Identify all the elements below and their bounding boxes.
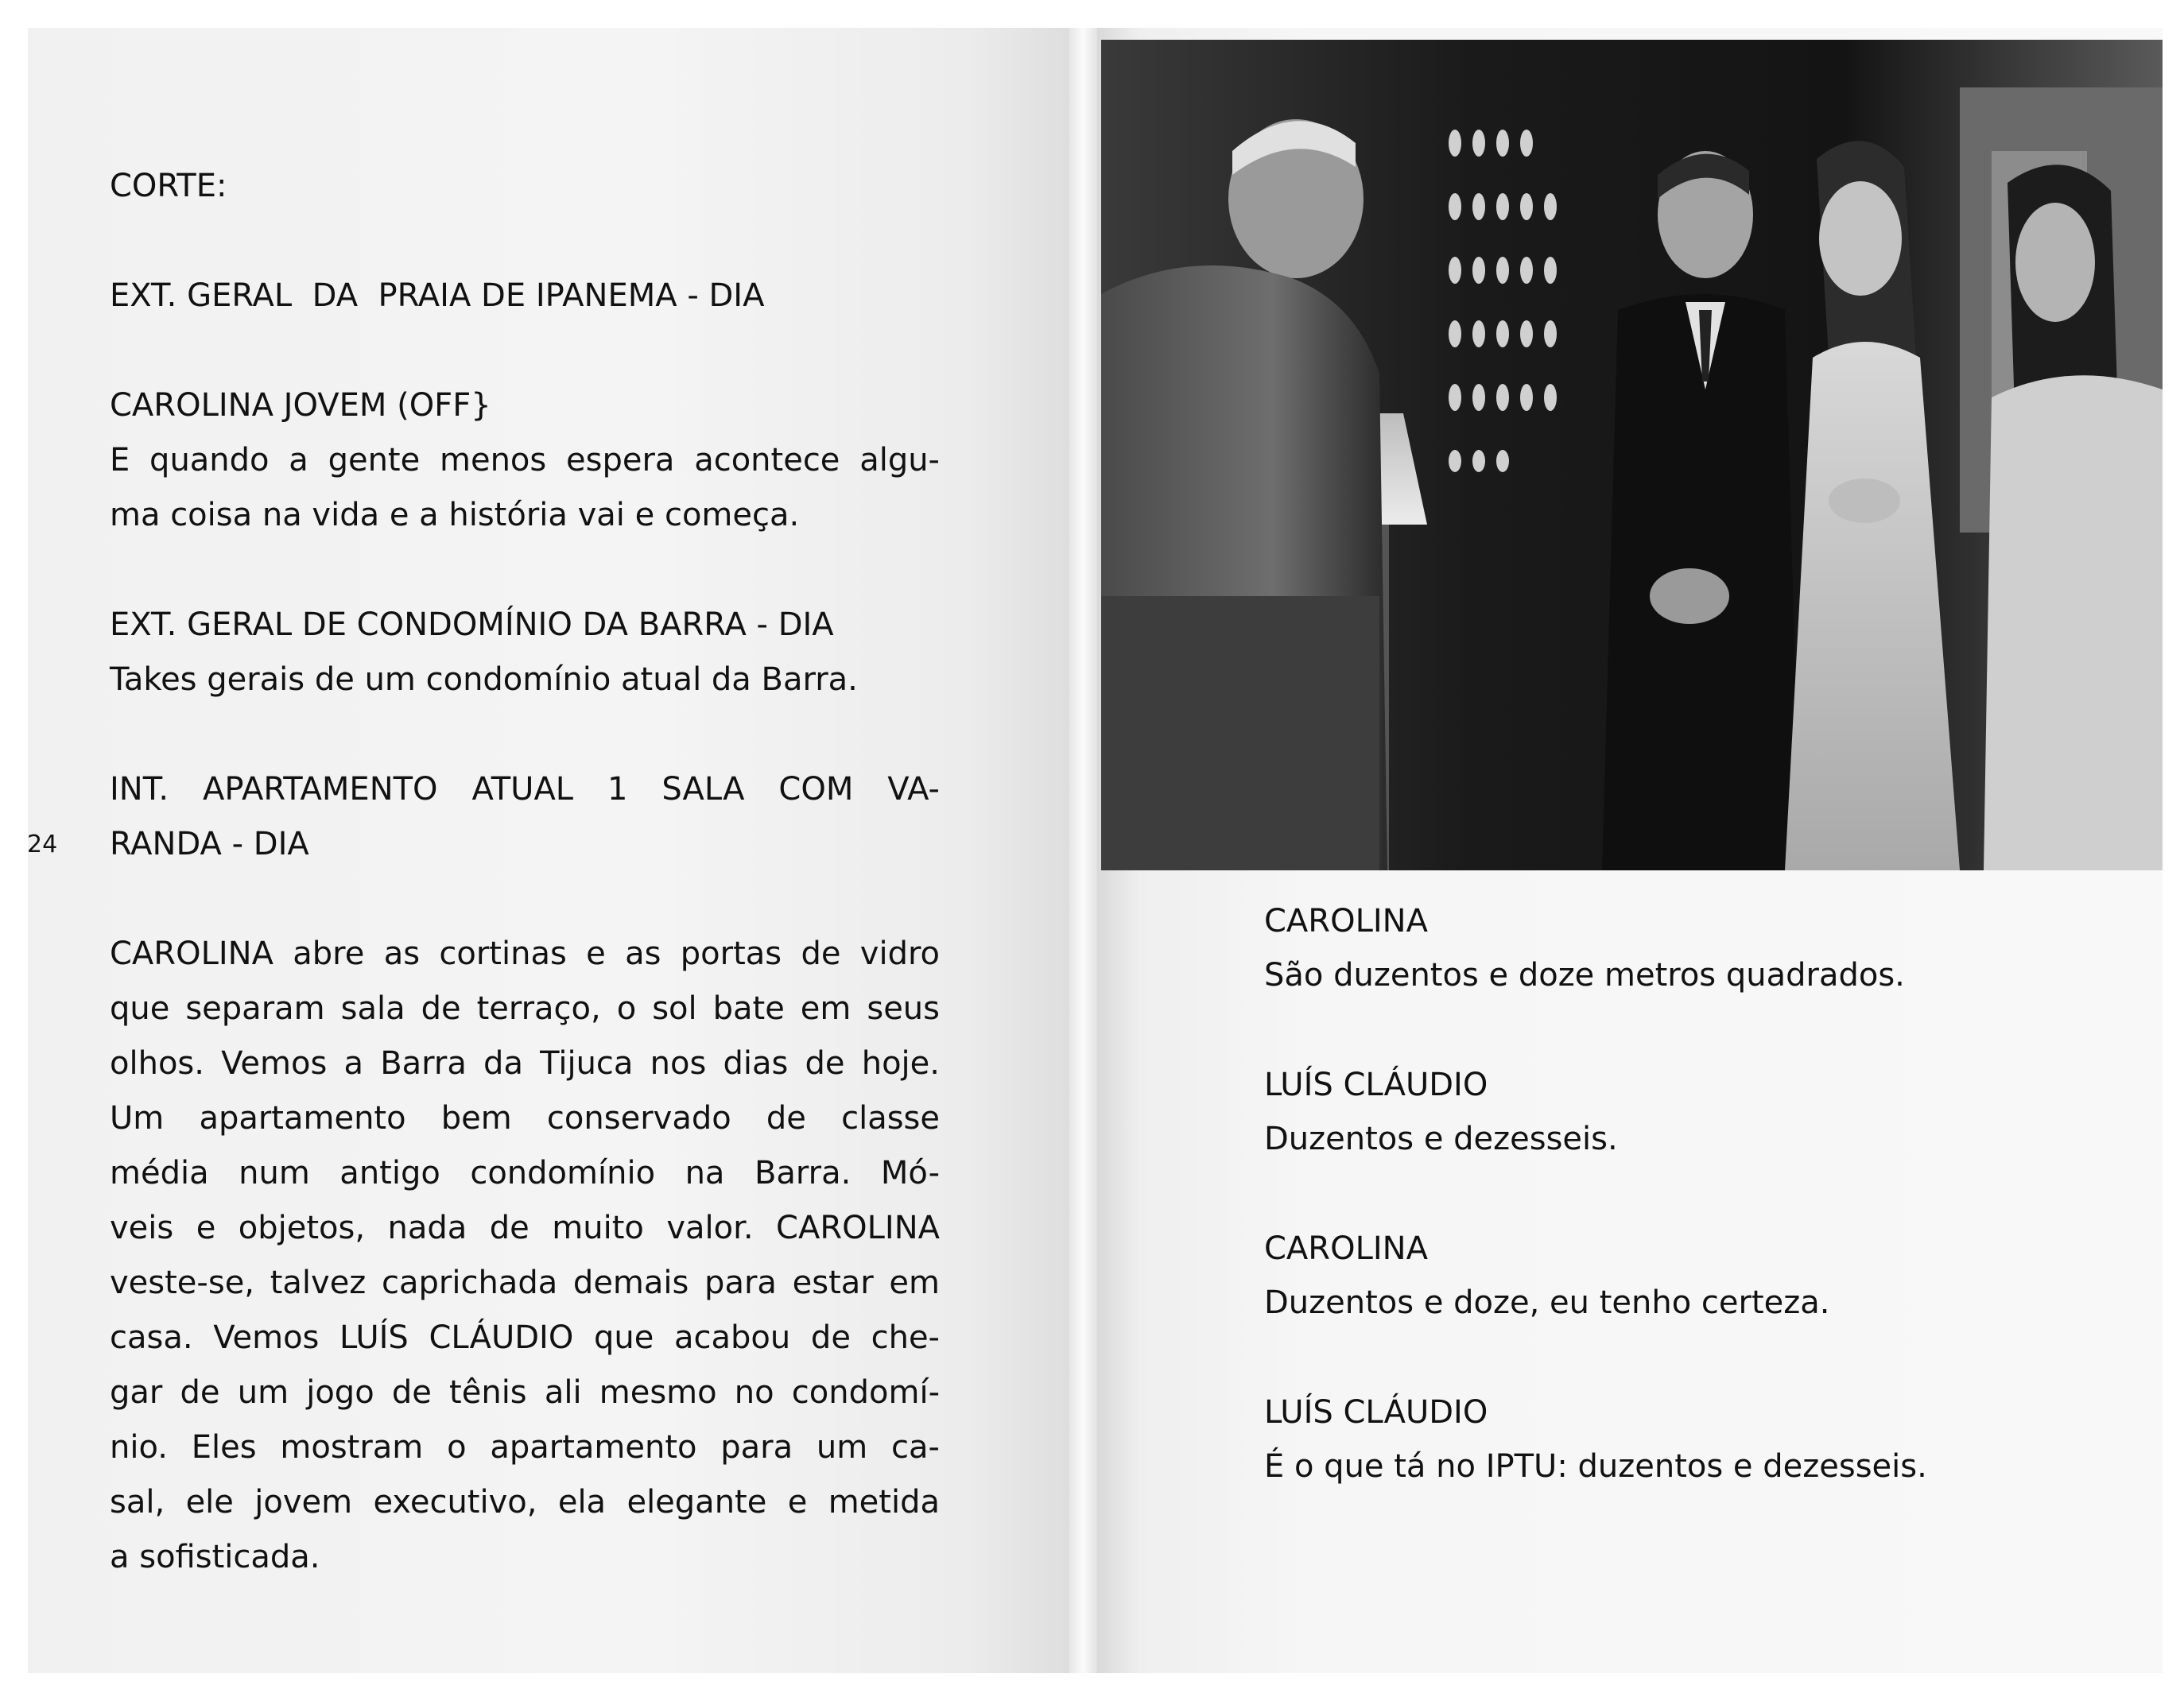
page-number: 24 xyxy=(27,831,58,858)
text-line: Takes gerais de um condomínio atual da Barra. xyxy=(110,661,858,698)
text-line: CORTE: xyxy=(110,168,227,204)
dialogue-line: Duzentos e doze, eu tenho certeza. xyxy=(1264,1284,1830,1321)
text-line: EXT. GERAL DA PRAIA DE IPANEMA - DIA xyxy=(110,277,765,314)
text-line: veste-se, talvez caprichada demais para estar em xyxy=(110,1265,940,1301)
speaker-name: LUÍS CLÁUDIO xyxy=(1264,1394,1488,1431)
scene-heading-ipanema xyxy=(110,269,940,323)
text-line: a sofisticada. xyxy=(110,1539,320,1575)
speaker-name: CAROLINA xyxy=(1264,1230,1428,1267)
text-line: gar de um jogo de tênis ali mesmo no condomí- xyxy=(110,1374,940,1411)
text-line: média num antigo condomínio na Barra. Mó- xyxy=(110,1155,940,1191)
text-line: veis e objetos, nada de muito valor. CAROLINA xyxy=(110,1210,940,1246)
text-line: EXT. GERAL DE CONDOMÍNIO DA BARRA - DIA xyxy=(110,606,834,643)
text-line: ma coisa na vida e a história vai e começa. xyxy=(110,497,800,533)
speaker-name: CAROLINA JOVEM (OFF} xyxy=(110,387,491,424)
scene-description xyxy=(110,927,940,1585)
scene-heading-barra xyxy=(110,598,940,707)
transition-corte xyxy=(110,159,940,214)
photo-illustration xyxy=(1101,40,2163,870)
left-page-text xyxy=(110,159,940,1585)
book-gutter xyxy=(1069,28,1097,1673)
dialogue-line: São duzentos e doze metros quadrados. xyxy=(1264,957,1905,994)
scene-photograph xyxy=(1101,40,2163,870)
text-line: olhos. Vemos a Barra da Tijuca nos dias de hoje. xyxy=(110,1045,940,1082)
speaker-name: CAROLINA xyxy=(1264,903,1428,939)
dialogue-carolina-jovem xyxy=(110,378,940,543)
text-line: sal, ele jovem executivo, ela elegante e metida xyxy=(110,1484,940,1521)
speaker-name: LUÍS CLÁUDIO xyxy=(1264,1067,1488,1103)
text-line: RANDA - DIA xyxy=(110,826,309,862)
dialogue-line: Duzentos e dezesseis. xyxy=(1264,1121,1618,1157)
text-line: E quando a gente menos espera acontece algu- xyxy=(110,442,940,478)
text-line: casa. Vemos LUÍS CLÁUDIO que acabou de che- xyxy=(110,1319,940,1356)
text-line: que separam sala de terraço, o sol bate em seus xyxy=(110,990,940,1027)
text-line: Um apartamento bem conservado de classe xyxy=(110,1100,940,1137)
right-page-dialogue xyxy=(1264,894,2107,1549)
dialogue-line: É o que tá no IPTU: duzentos e dezesseis. xyxy=(1264,1448,1927,1485)
text-line: INT. APARTAMENTO ATUAL 1 SALA COM VA- xyxy=(110,771,940,808)
text-line: nio. Eles mostram o apartamento para um ca- xyxy=(110,1429,940,1466)
scene-heading-apartamento xyxy=(110,762,940,872)
text-line: CAROLINA abre as cortinas e as portas de vidro xyxy=(110,936,940,972)
